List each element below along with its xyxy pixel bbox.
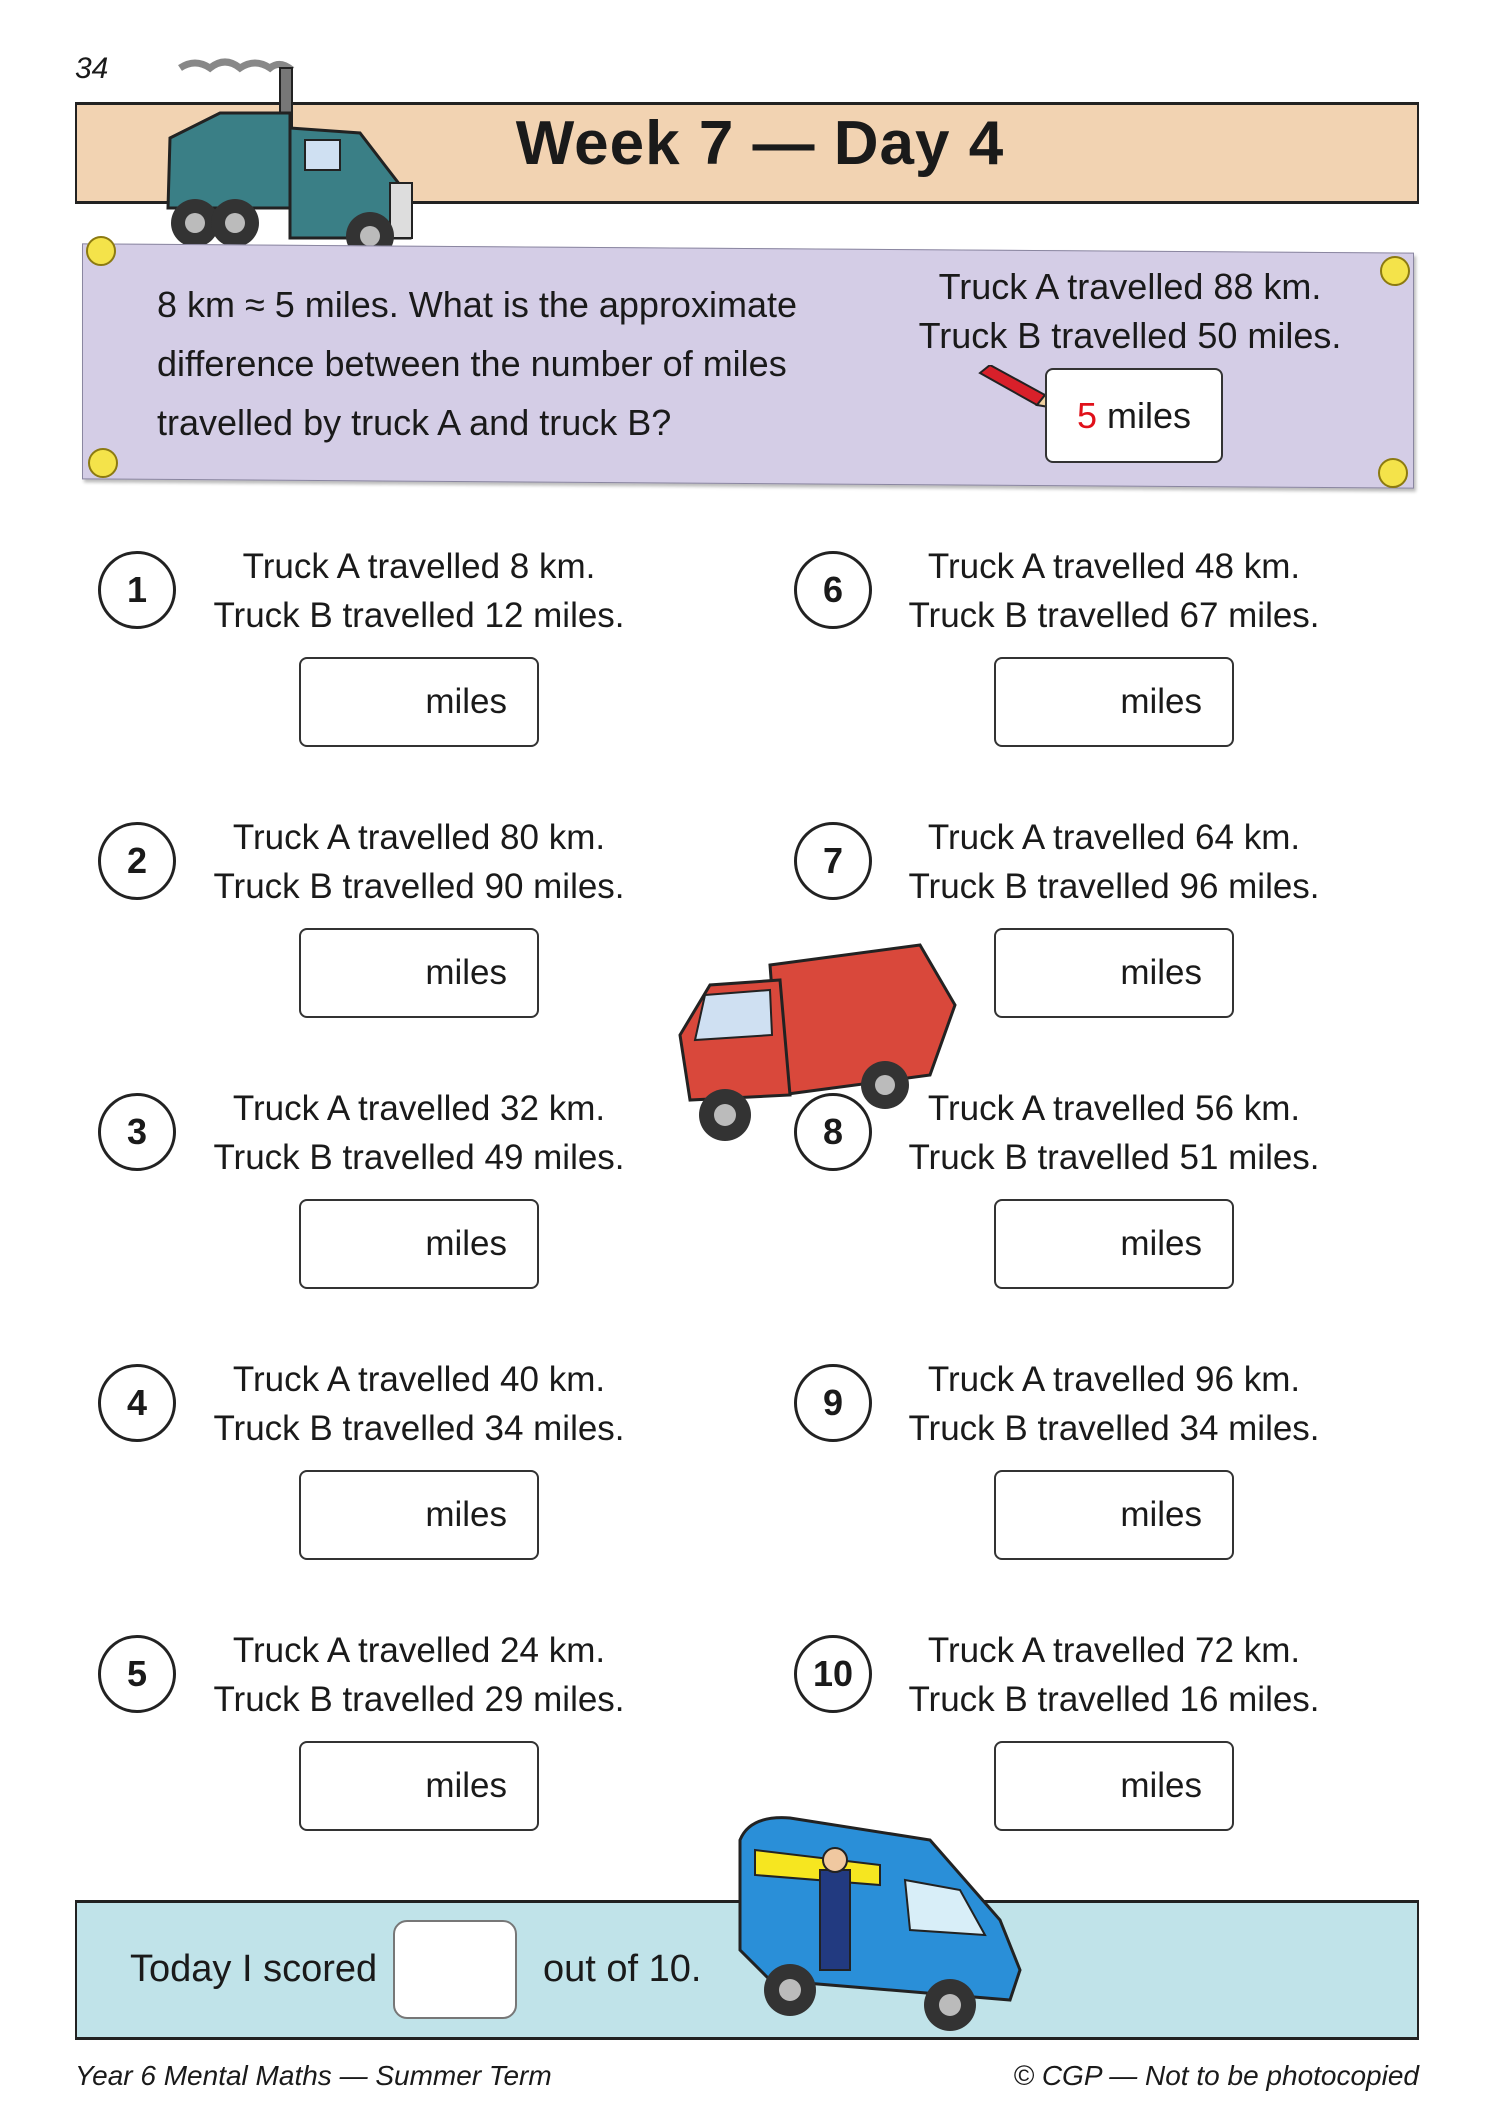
- given-line: Truck A travelled 88 km.: [938, 266, 1322, 307]
- question-number: [794, 551, 872, 629]
- answer-box[interactable]: [299, 1741, 539, 1831]
- page-title: Week 7 — Day 4: [515, 109, 1005, 178]
- question-text: [884, 1355, 1344, 1453]
- example-answer-box: [1045, 368, 1223, 463]
- truck-a-line: Truck A travelled 96 km.: [927, 1360, 1301, 1399]
- truck-b-line: Truck B travelled 90 miles.: [213, 867, 625, 906]
- answer-box[interactable]: [299, 1199, 539, 1289]
- answer-box[interactable]: [994, 1470, 1234, 1560]
- pin-icon: [1378, 458, 1408, 488]
- score-input[interactable]: [393, 1920, 517, 2019]
- question-number-text: 9: [822, 1382, 844, 1423]
- score-tail: out of 10.: [543, 1948, 702, 1990]
- question-line: difference between the number of miles: [157, 343, 787, 384]
- question-number: [98, 1093, 176, 1171]
- red-truck-illustration: [660, 925, 960, 1150]
- dump-truck-illustration: [160, 58, 440, 263]
- truck-b-line: Truck B travelled 96 miles.: [908, 867, 1320, 906]
- truck-b-line: Truck B travelled 16 miles.: [908, 1680, 1320, 1719]
- question-text: [189, 1084, 649, 1182]
- answer-box[interactable]: [299, 1470, 539, 1560]
- truck-a-line: Truck A travelled 80 km.: [232, 818, 606, 857]
- question-text: [884, 1626, 1344, 1724]
- answer-unit: miles: [425, 1495, 507, 1534]
- question-number-text: 2: [126, 840, 148, 881]
- pin-icon: [86, 236, 116, 266]
- truck-a-line: Truck A travelled 40 km.: [232, 1360, 606, 1399]
- question-number: [794, 1635, 872, 1713]
- question-number: [794, 1364, 872, 1442]
- answer-box[interactable]: [994, 1199, 1234, 1289]
- footer-copyright: © CGP — Not to be photocopied: [1013, 2060, 1419, 2091]
- score-label: Today I scored: [130, 1948, 378, 1990]
- answer-unit: miles: [1120, 953, 1202, 992]
- footer-title: Year 6 Mental Maths — Summer Term: [75, 2060, 552, 2091]
- question-line: travelled by truck A and truck B?: [157, 402, 672, 443]
- answer-unit: miles: [1120, 1224, 1202, 1263]
- question-number-text: 7: [822, 840, 844, 881]
- truck-a-line: Truck A travelled 56 km.: [927, 1089, 1301, 1128]
- question-text: [189, 1355, 649, 1453]
- question-number: [794, 822, 872, 900]
- page-number: 34: [75, 52, 109, 85]
- answer-unit: miles: [425, 682, 507, 721]
- question-number-text: 5: [126, 1653, 148, 1694]
- question-number-text: 8: [822, 1111, 844, 1152]
- truck-b-line: Truck B travelled 51 miles.: [908, 1138, 1320, 1177]
- answer-unit: miles: [1120, 682, 1202, 721]
- truck-a-line: Truck A travelled 64 km.: [927, 818, 1301, 857]
- truck-b-line: Truck B travelled 29 miles.: [213, 1680, 625, 1719]
- question-number: [98, 1635, 176, 1713]
- question-number-text: 1: [126, 569, 148, 610]
- delivery-van-illustration: [730, 1810, 1040, 2035]
- example-given: [900, 262, 1360, 360]
- given-line: Truck B travelled 50 miles.: [918, 315, 1342, 356]
- question-number-text: 4: [126, 1382, 148, 1423]
- question-text: [189, 813, 649, 911]
- truck-a-line: Truck A travelled 72 km.: [927, 1631, 1301, 1670]
- truck-b-line: Truck B travelled 34 miles.: [213, 1409, 625, 1448]
- question-number-text: 6: [822, 569, 844, 610]
- pin-icon: [1380, 256, 1410, 286]
- truck-b-line: Truck B travelled 34 miles.: [908, 1409, 1320, 1448]
- example-answer-unit: miles: [1107, 394, 1192, 436]
- question-number-text: 10: [812, 1653, 854, 1694]
- question-text: [189, 1626, 649, 1724]
- answer-box[interactable]: [299, 657, 539, 747]
- answer-unit: miles: [1120, 1766, 1202, 1805]
- answer-box[interactable]: [994, 657, 1234, 747]
- question-line: 8 km ≈ 5 miles. What is the approximate: [157, 284, 797, 325]
- question-number-text: 3: [126, 1111, 148, 1152]
- truck-a-line: Truck A travelled 32 km.: [232, 1089, 606, 1128]
- question-text: [884, 813, 1344, 911]
- example-answer-value: 5: [1076, 394, 1097, 436]
- question-number: [98, 1364, 176, 1442]
- answer-box[interactable]: [994, 928, 1234, 1018]
- answer-unit: miles: [425, 1224, 507, 1263]
- answer-unit: miles: [1120, 1495, 1202, 1534]
- question-number: [98, 551, 176, 629]
- truck-a-line: Truck A travelled 8 km.: [242, 547, 596, 586]
- question-number: [98, 822, 176, 900]
- truck-b-line: Truck B travelled 67 miles.: [908, 596, 1320, 635]
- truck-a-line: Truck A travelled 48 km.: [927, 547, 1301, 586]
- question-text: [884, 542, 1344, 640]
- truck-a-line: Truck A travelled 24 km.: [232, 1631, 606, 1670]
- question-text: [189, 542, 649, 640]
- answer-unit: miles: [425, 1766, 507, 1805]
- pin-icon: [88, 448, 118, 478]
- answer-unit: miles: [425, 953, 507, 992]
- truck-b-line: Truck B travelled 12 miles.: [213, 596, 625, 635]
- truck-b-line: Truck B travelled 49 miles.: [213, 1138, 625, 1177]
- example-question: [157, 275, 877, 452]
- answer-box[interactable]: [299, 928, 539, 1018]
